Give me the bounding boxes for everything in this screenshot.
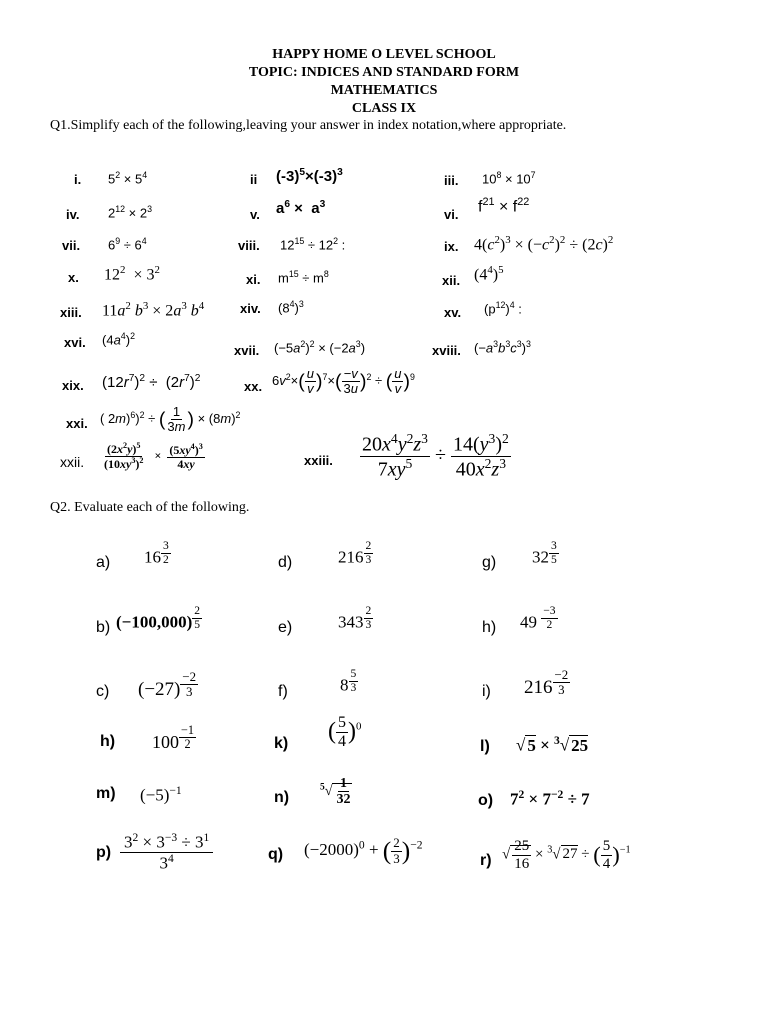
q2-expr-k: ( $\frac{5}{4}$ )$^0$ [328,714,362,750]
q2-label-r: r) [480,852,492,869]
q1-label-xvi: xvi. [64,335,86,350]
q1-label-xix: xix. [62,378,84,393]
q1-expr-xvii: $(-5a^2)^2 \times (-2a^3)$ [274,339,366,356]
class-title: CLASS IX [351,101,417,116]
q2-expr-r: √ $\frac{25}{16}$ × $^3$√ 27 ÷ ( $\frac{5}{4}$ )$^{-1}$ [502,838,631,872]
q1-label-iv: iv. [66,207,80,222]
q1-label-xii: xii. [442,273,461,288]
q2-expr-n: $^5$√ $\frac{1}{32}$ [320,776,351,808]
q2-expr-i: 216 $^{\frac{-2}{3}}$ [524,667,569,698]
q1-expr-xviii: $(-a^3b^3c^3)^3$ [474,339,531,356]
q1-label-i: i. [74,172,82,187]
q1-expr-xi: $m^{15} \div m^8$ [278,269,329,286]
q1-expr-vi: $f^{21} \times f^{22}$ [478,196,530,216]
topic-title: TOPIC: INDICES AND STANDARD FORM [248,65,520,80]
q1-expr-x: $12^2 \times 3^2$ [104,264,160,284]
subject-title: MATHEMATICS [330,83,438,98]
q1-label-viii: viii. [238,238,260,253]
q2-label-i: i) [482,683,491,700]
q1-expr-xiii: $11a^2$ $b^3 \times 2a^3$ $b^4$ [102,300,205,320]
q2-expr-o: $7^2 \times 7^{-2} \div 7$ [510,788,590,809]
q2-expr-p: $\frac{3^2 \times 3^{-3} \div 3^1}{3^4}$ [120,832,213,874]
q2-expr-h1: 49 $^{\frac{-3}{2}}$ [520,604,556,632]
q1-label-xiii: xiii. [60,305,82,320]
q1-label-xiv: xiv. [240,301,261,316]
q2-label-m: m) [96,785,116,802]
q1-expr-xiv: $(8^4)^3$ [278,299,304,316]
q2-label-l: l) [480,738,490,755]
q2-label-n: n) [274,789,290,806]
q2-instruction: Q2. Evaluate each of the following. [50,500,250,515]
q2-label-g: g) [482,554,497,571]
q1-expr-viii: $12^{15} \div 12^2$ : [280,236,346,253]
q1-label-ii: ii [250,172,258,187]
q2-expr-c: (−27) $^{\frac{-2}{3}}$ [138,669,197,700]
q1-expr-xxiii: $\frac{20x^4y^2z^3}{7xy^5}$ ÷ $\frac{14(y^3)^2}{40x^2z^3}$ [362,431,509,481]
q2-expr-q: $(-2000)^0$ + ( $\frac{2}{3}$ )$^{-2}$ [304,835,423,866]
q1-expr-xix: $(12r^7)^2 \div (2r^7)^2$ [102,373,201,391]
q1-label-iii: iii. [444,173,459,188]
q1-instruction: Q1.Simplify each of the following,leaving your answer in index notation,where appropriate. [50,118,567,133]
q1-label-xxii: xxii. [60,454,85,470]
q1-expr-xxii: $\frac{(2x^2y)^5}{(10xy^3)^2}$ × $\frac{(5xy^4)^3}{4xy}$ [104,441,203,472]
q2-expr-l: √ 5 × $^3$√ 25 [516,734,589,755]
q2-label-c: c) [96,683,110,700]
q1-label-xx: xx. [244,379,263,394]
q2-expr-h2: 100 $^{\frac{-1}{2}}$ [152,723,195,752]
q2-label-h2: h) [100,733,116,750]
q1-expr-i: $5^2 \times 5^4$ [108,170,148,187]
q2-label-o: o) [478,792,494,809]
q2-label-d: d) [278,554,293,571]
q1-expr-xxi: ( 2m)$^6$)$^2$ ÷ ( $\frac{1}{3m}$ ) × $(8m)^2$ [100,404,241,435]
q1-label-xi: xi. [246,272,261,287]
q2-expr-g: 32 $^{\frac{3}{5}}$ [532,539,557,567]
q2-label-k: k) [274,735,289,752]
q1-label-xxiii: xxiii. [304,453,333,468]
q1-expr-xv: $(p^{12})^4$ : [484,300,522,317]
q2-expr-d: 216 $^{\frac{2}{3}}$ [338,539,372,567]
q1-expr-ii: $(-3)^5\times(-3)^3$ [276,167,343,185]
q2-label-p: p) [96,844,112,861]
school-name: HAPPY HOME O LEVEL SCHOOL [272,47,496,62]
q2-expr-b: (−100,000) $^{\frac{2}{5}}$ [116,604,201,632]
q1-label-vii: vii. [62,238,81,253]
q1-label-xv: xv. [444,305,462,320]
q2-label-h1: h) [482,619,497,636]
q2-expr-e: 343 $^{\frac{2}{3}}$ [338,604,372,632]
q1-label-xxi: xxi. [66,416,88,431]
q2-label-f: f) [278,683,288,700]
q1-expr-iv: $2^{12} \times 2^3$ [108,204,153,221]
q2-label-e: e) [278,619,293,636]
q2-expr-f: 8 $^{\frac{5}{3}}$ [340,667,357,695]
q1-expr-ix: $4(c^2)^3 \times (-c^2)^2 \div (2c)^2$ [474,234,614,254]
q1-label-vi: vi. [444,207,459,222]
q2-label-a: a) [96,554,111,571]
q1-expr-xvi: $(4a^4)^2$ [102,331,135,348]
q1-label-ix: ix. [444,239,459,254]
q1-expr-v: $a^6 \times a^3$ [276,199,326,217]
q2-expr-m: $(-5)^{-1}$ [140,784,182,805]
q1-expr-iii: $10^8 \times 10^7$ [482,170,536,187]
q1-expr-xx: $6v^2\times$( $\frac{u}{v}$ )$^7$×( $\frac{-v}{3u}$ )$^2$ ÷ ( $\frac{u}{v}$ )$^9$ [272,366,415,397]
q1-expr-xii: $(4^4)^5$ [474,264,504,284]
q2-label-q: q) [268,846,284,863]
q1-label-v: v. [250,207,260,222]
q1-label-xvii: xvii. [234,343,260,358]
q1-expr-vii: $6^9 \div 6^4$ [108,236,147,253]
q2-label-b: b) [96,619,111,636]
q1-label-x: x. [68,270,79,285]
q2-expr-a: 16 $^{\frac{3}{2}}$ [144,539,169,567]
q1-label-xviii: xviii. [432,343,461,358]
